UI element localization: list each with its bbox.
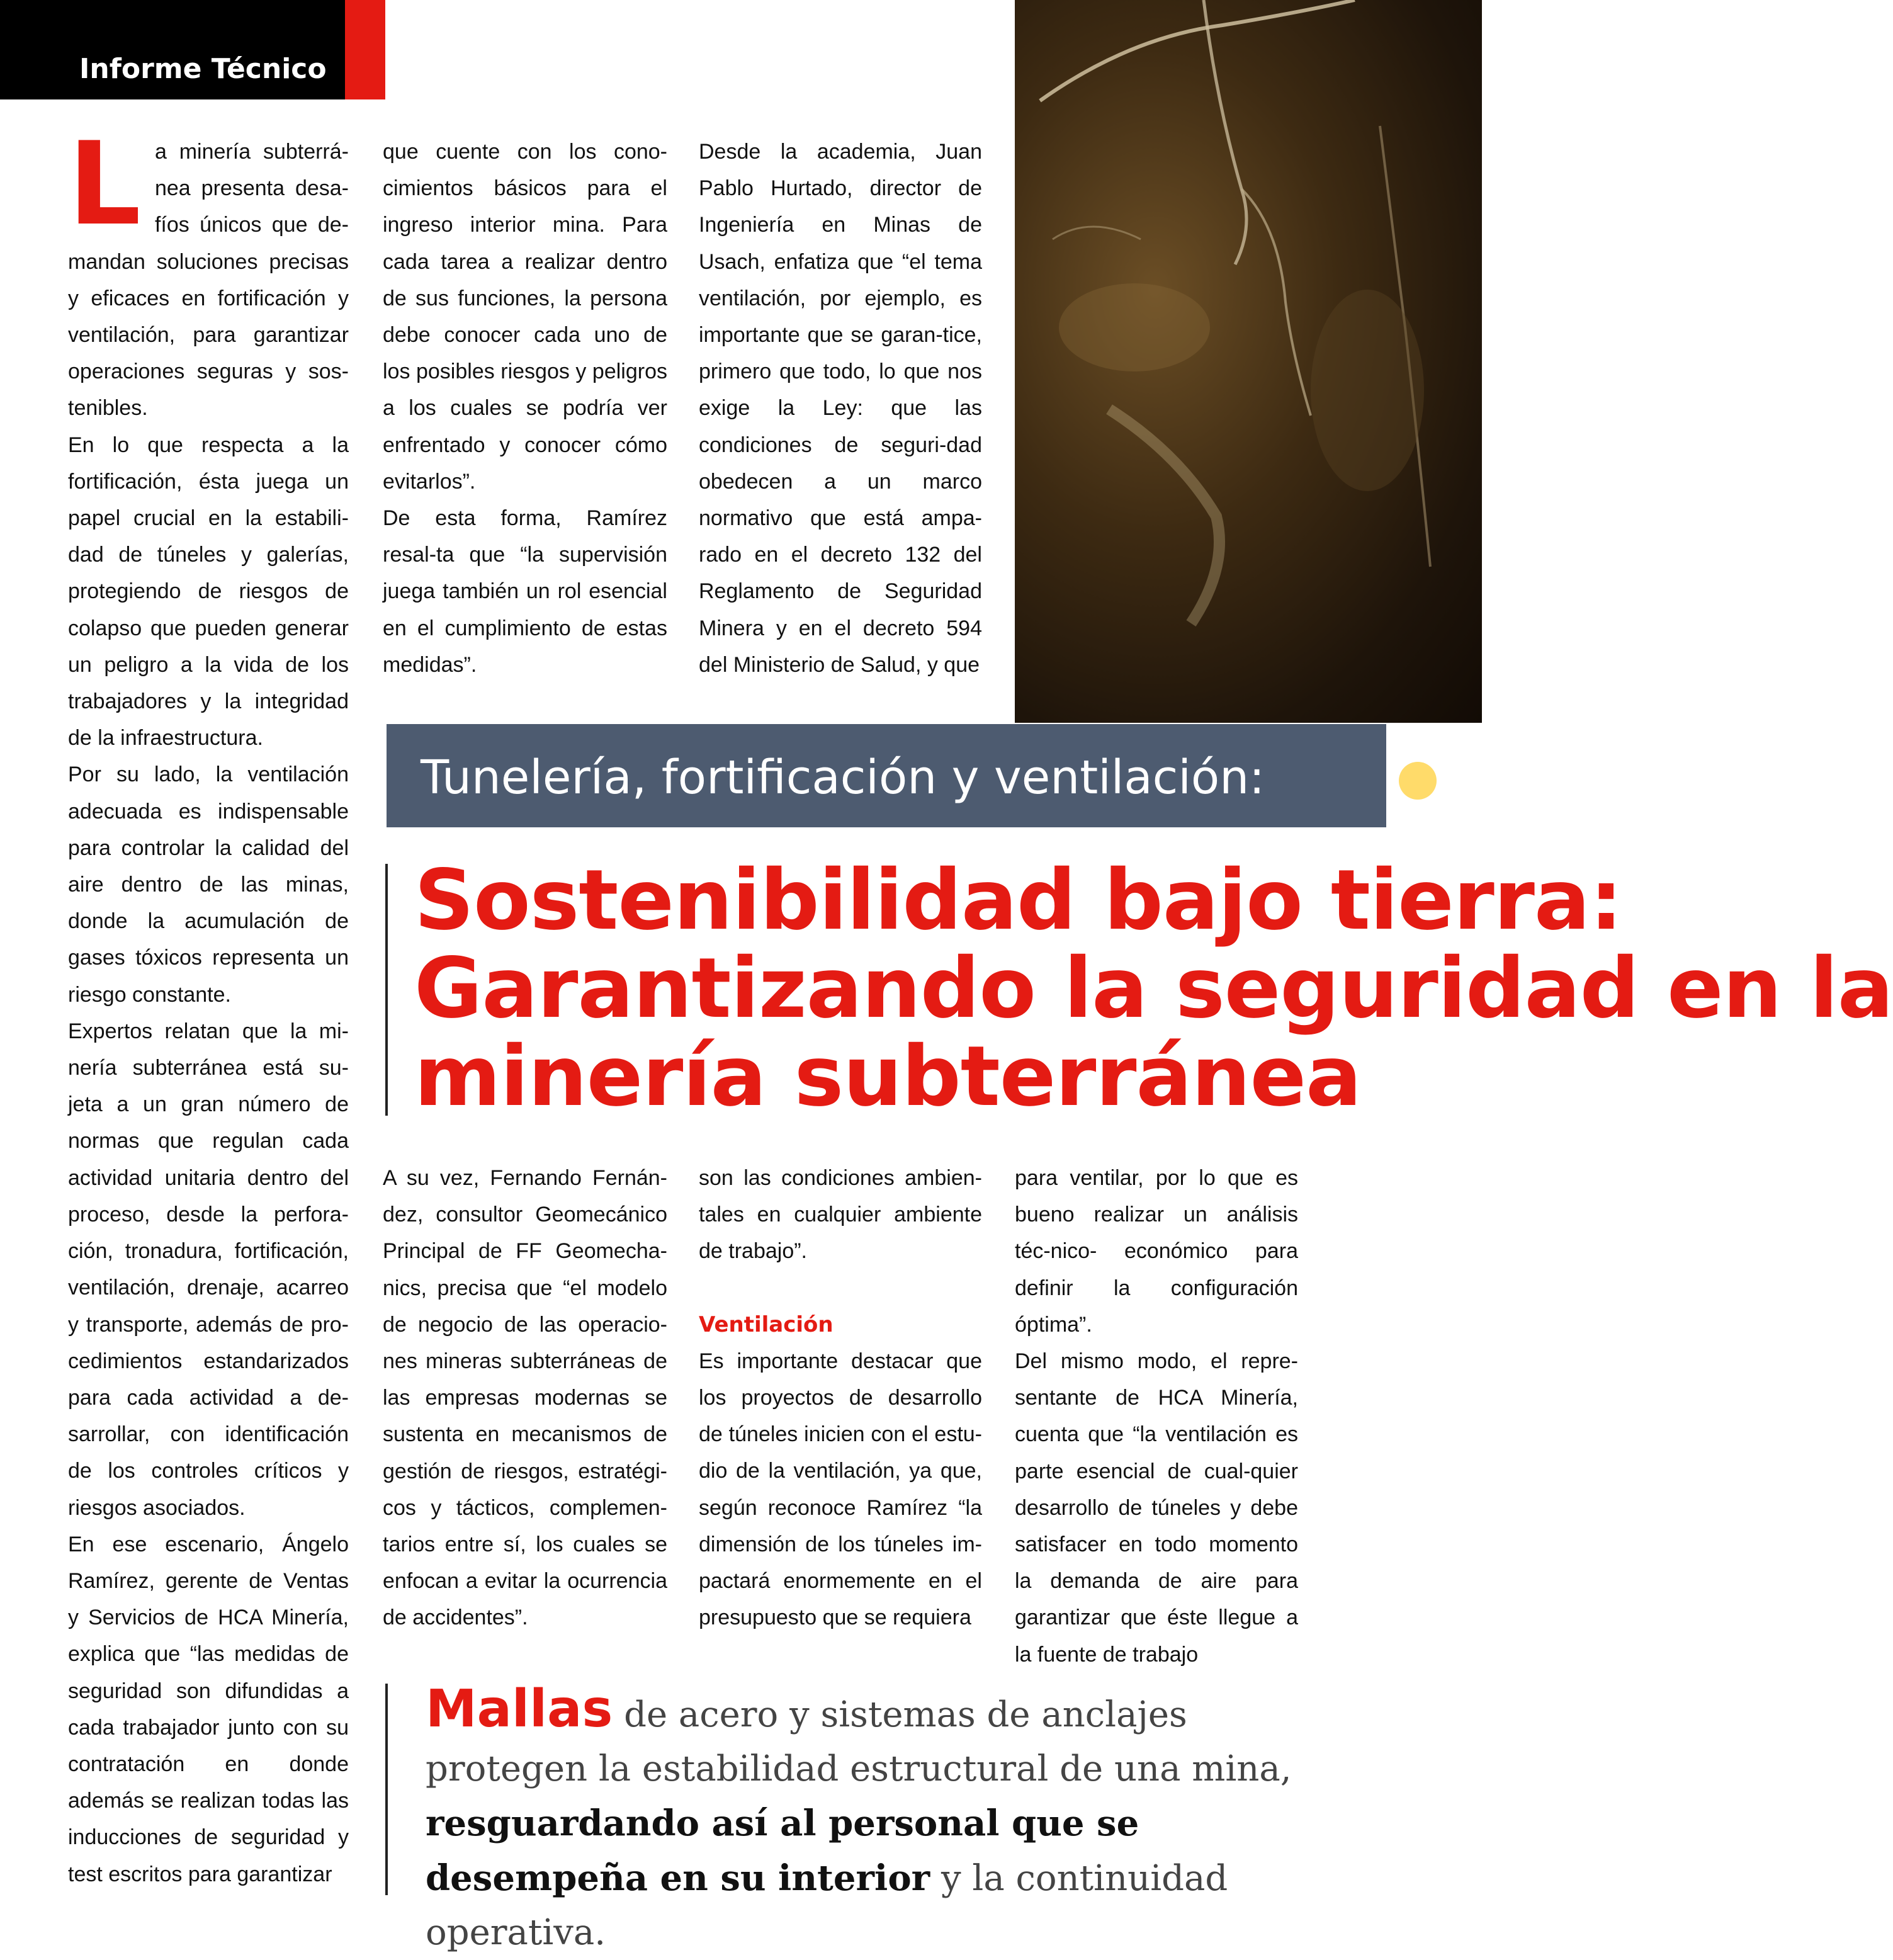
pull-quote-text: de acero y sistemas de anclajes protegen la estabilidad estructural de una mina, <box>426 1694 1292 1789</box>
body-paragraph: Del mismo modo, el repre-sentante de HCA Minería, cuenta que “la ventilación es parte esencial de cual-quier desarrollo de túneles y debe satisfacer en todo momento la demanda de aire para garantizar que éste llegue a la fuente de trabajo <box>1015 1349 1298 1667</box>
body-paragraph: Expertos relatan que la mi-nería subterránea está su-jeta a un gran número de normas que regulan cada actividad unitaria dentro del proceso, desde la perfora-ción, tronadura, fortificación, ventilación, drenaje, acarreo y transporte, además de pro-cedimientos estandarizados para cada actividad a de-sarrollar, con identificación de los controles críticos y riesgos asociados. <box>68 1019 349 1520</box>
drop-cap: L <box>68 117 141 251</box>
body-paragraph: Es importante destacar que los proyectos de desarrollo de túneles inicien con el estu-dio de la ventilación, ya que, según reconoce Ramírez “la dimensión de los túneles im-pactará enormemente en el presupuesto que se requiera <box>699 1349 982 1630</box>
mine-tunnel-photo <box>1015 0 1482 723</box>
body-column-3 <box>699 133 982 683</box>
tunnel-photo-graphic <box>1015 0 1482 723</box>
body-column-4 <box>383 1160 667 1636</box>
body-paragraph: A su vez, Fernando Fernán-dez, consultor Geomecánico Principal de FF Geomecha-nics, precisa que “el modelo de negocio de las operacio-nes mineras subterráneas de las empresas modernas se sustenta en mecanismos de gestión de riesgos, estratégi-cos y tácticos, complemen-tarios entre sí, los cuales se enfocan a evitar la ocurrencia de accidentes”. <box>383 1166 667 1630</box>
headline-line: minería subterránea <box>414 1028 1362 1125</box>
pull-quote-text-end: y la continuidad operativa. <box>426 1858 1228 1953</box>
body-paragraph: Desde la academia, Juan Pablo Hurtado, director de Ingeniería en Minas de Usach, enfatiza que “el tema ventilación, por ejemplo, es importante que se garan-tice, primero que todo, lo que nos exige la Ley: que las condiciones de seguri-dad obedecen a un marco normativo que está ampa-rado en el decreto 132 del Reglamento de Seguridad Minera y en el decreto 594 del Ministerio de Salud, y que <box>699 140 982 677</box>
lead-paragraph <box>68 117 349 427</box>
kicker-text: Tunelería, fortificación y ventilación: <box>421 751 1265 805</box>
section-tag <box>0 0 345 99</box>
pull-quote <box>426 1679 1307 1960</box>
body-column-1 <box>68 117 349 1893</box>
body-paragraph: En lo que respecta a la fortificación, ésta juega un papel crucial en la estabili-dad de túneles y galerías, protegiendo de riesgos de colapso que pueden generar un peligro a la vida de los trabajadores y la integridad de la infraestructura. <box>68 433 349 751</box>
body-paragraph: para ventilar, por lo que es bueno realizar un análisis téc-nico- económico para definir la configuración óptima”. <box>1015 1166 1298 1337</box>
headline-rule <box>385 864 388 1116</box>
body-column-2 <box>383 133 667 683</box>
pull-quote-rule <box>385 1684 388 1895</box>
body-paragraph: que cuente con los cono-cimientos básicos para el ingreso interior mina. Para cada tarea a realizar dentro de sus funciones, la persona debe conocer cada uno de los posibles riesgos y peligros a los cuales se podría ver enfrentado y conocer cómo evitarlos”. <box>383 140 667 494</box>
body-paragraph: Por su lado, la ventilación adecuada es indispensable para controlar la calidad del aire dentro de las minas, donde la acumulación de gases tóxicos representa un riesgo constante. <box>68 762 349 1007</box>
body-paragraph: En ese escenario, Ángelo Ramírez, gerente de Ventas y Servicios de HCA Minería, explica que “las medidas de seguridad son difundidas a cada trabajador junto con su contratación en donde además se realizan todas las inducciones de seguridad y test escritos para garantizar <box>68 1532 349 1886</box>
lead-paragraph-text: a minería subterrá-nea presenta desa-fíos únicos que de-mandan soluciones precisas y eficaces en fortificación y ventilación, para garantizar operaciones seguras y sos-tenibles. <box>68 140 349 421</box>
headline-line: Sostenibilidad bajo tierra: <box>414 852 1622 949</box>
section-tag-label: Informe Técnico <box>79 53 327 85</box>
headline <box>414 852 1893 1140</box>
body-column-5 <box>699 1160 982 1636</box>
body-column-6 <box>1015 1160 1298 1673</box>
subhead-ventilacion: Ventilación <box>699 1311 833 1337</box>
body-paragraph: De esta forma, Ramírez resal-ta que “la supervisión juega también un rol esencial en el cumplimiento de estas medidas”. <box>383 506 667 677</box>
headline-line: Garantizando la seguridad en la <box>414 940 1893 1037</box>
pull-quote-bold: resguardando así al personal que se desempeña en su interior <box>426 1803 1139 1899</box>
body-paragraph: son las condiciones ambien-tales en cualquier ambiente de trabajo”. <box>699 1166 982 1264</box>
section-tag-accent <box>345 0 385 99</box>
pull-quote-lead: Mallas <box>426 1679 613 1739</box>
